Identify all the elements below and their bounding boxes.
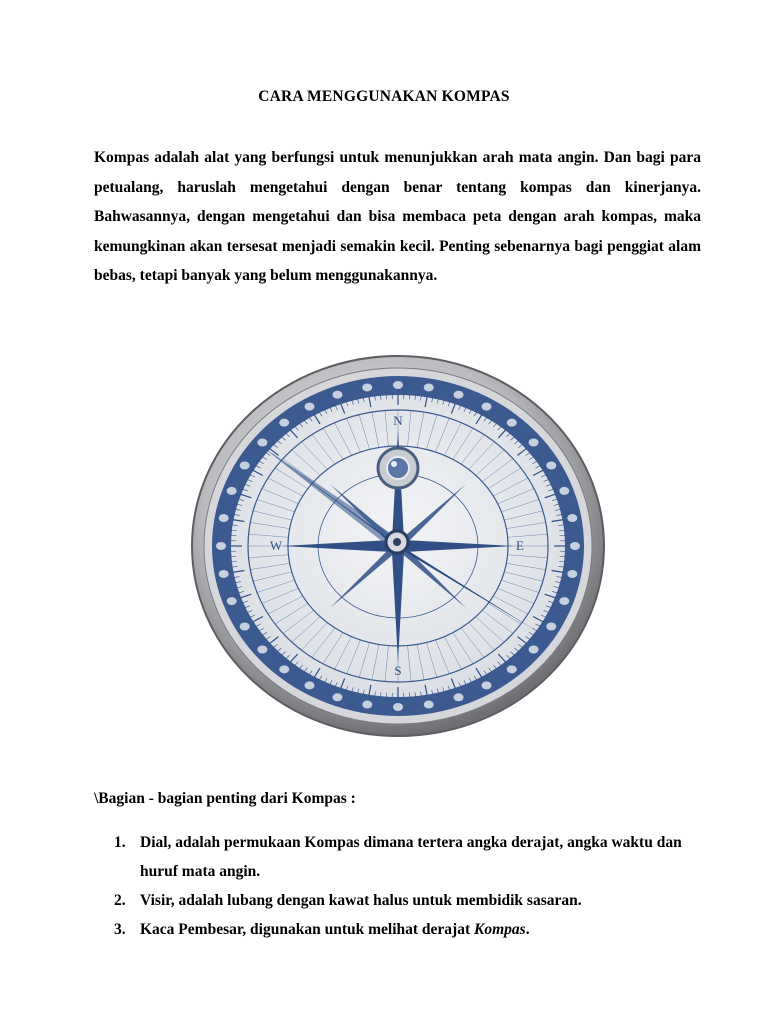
list-text: Visir, adalah lubang dengan kawat halus untuk membidik sasaran.	[140, 892, 582, 909]
ring-ornament	[216, 542, 226, 550]
ring-ornament	[332, 693, 342, 701]
list-item	[114, 915, 714, 944]
ring-ornament	[227, 487, 237, 495]
ring-ornament	[279, 665, 289, 673]
ring-ornament	[305, 681, 315, 689]
ring-ornament	[219, 570, 229, 578]
ring-ornament	[257, 645, 267, 653]
ring-ornament	[570, 542, 580, 550]
ring-ornament	[424, 701, 434, 709]
ring-ornament	[332, 391, 342, 399]
ring-ornament	[482, 681, 492, 689]
ring-ornament	[257, 439, 267, 447]
list-number: 2.	[114, 892, 126, 909]
ring-ornament	[482, 403, 492, 411]
ring-ornament	[424, 383, 434, 391]
ring-ornament	[219, 514, 229, 522]
ring-ornament	[559, 487, 569, 495]
list-item	[114, 828, 714, 886]
ring-ornament	[362, 383, 372, 391]
ring-ornament	[507, 665, 517, 673]
ring-ornament	[305, 403, 315, 411]
cardinal-south: S	[394, 663, 402, 678]
ring-ornament	[227, 597, 237, 605]
ring-ornament	[362, 701, 372, 709]
list-text-italic: Kompas	[474, 921, 526, 938]
ring-ornament	[546, 462, 556, 470]
ring-ornament	[393, 381, 403, 389]
ring-ornament	[567, 514, 577, 522]
ring-ornament	[454, 693, 464, 701]
ring-ornament	[454, 391, 464, 399]
list-number: 3.	[114, 921, 126, 938]
compass-image	[190, 350, 610, 740]
ring-ornament	[567, 570, 577, 578]
list-text: Dial, adalah permukaan Kompas dimana tertera angka derajat, angka waktu dan huruf mata angin.	[140, 834, 682, 880]
ring-ornament	[279, 419, 289, 427]
cardinal-north: N	[393, 413, 403, 428]
ring-ornament	[240, 462, 250, 470]
intro-paragraph: Kompas adalah alat yang berfungsi untuk menunjukkan arah mata angin. Dan bagi para petualang, haruslah mengetahui dengan benar tentang kompas dan kinerjanya. Bahwasannya, dengan mengetahui dan bisa membaca peta dengan arah kompas, maka kemungkinan akan tersesat menjadi semakin kecil. Penting sebenarnya bagi penggiat alam bebas, tetapi banyak yang belum menggunakannya.	[94, 149, 701, 285]
ring-ornament	[240, 623, 250, 631]
ring-ornament	[529, 645, 539, 653]
ring-ornament	[507, 419, 517, 427]
list-text: Kaca Pembesar, digunakan untuk melihat derajat	[140, 921, 474, 938]
parts-list	[114, 828, 714, 944]
section-heading: \Bagian - bagian penting dari Kompas :	[94, 790, 356, 807]
ring-ornament	[559, 597, 569, 605]
list-number: 1.	[114, 834, 126, 851]
cardinal-west: W	[269, 538, 283, 553]
ring-ornament	[529, 439, 539, 447]
ring-ornament	[546, 623, 556, 631]
list-item	[114, 886, 714, 915]
list-text-end: .	[525, 921, 530, 938]
cardinal-east: E	[516, 538, 524, 553]
ring-ornament	[393, 703, 403, 711]
document-title: CARA MENGGUNAKAN KOMPAS	[258, 88, 510, 105]
